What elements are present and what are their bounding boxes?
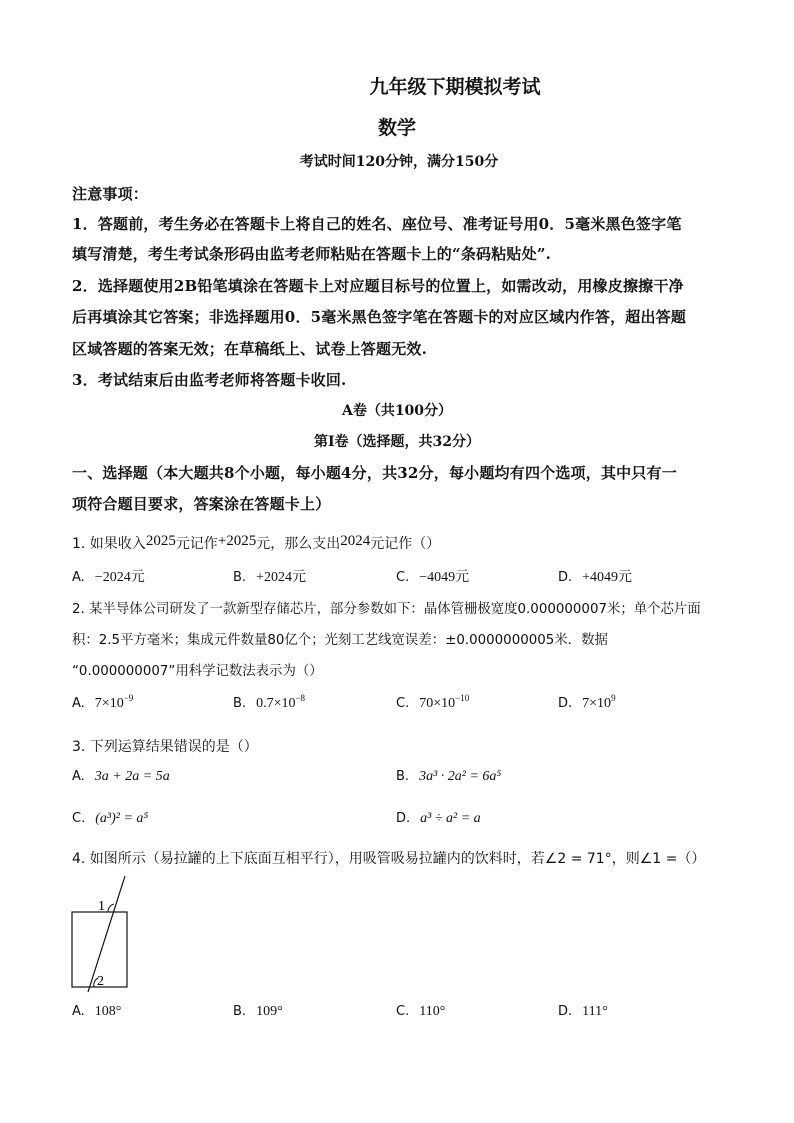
option-label: D. [558, 570, 573, 585]
option-label: D. [558, 1004, 573, 1019]
option-label: B. [233, 570, 247, 585]
option-text: 111° [582, 1004, 608, 1019]
can-straw-figure [68, 872, 148, 996]
question-2-line2: 积：2.5平方毫米；集成元件数量80亿个；光刻工艺线宽误差：±0.0000000005米．数据 [72, 633, 608, 648]
option-formula: 3a³ · 2a² = 6a⁵ [419, 769, 502, 784]
straw-line [88, 876, 125, 992]
option-label: A. [72, 570, 85, 585]
option-label: A. [72, 696, 85, 711]
notice-line: 填写清楚，考生考试条形码由监考老师粘贴在答题卡上的“条码粘贴处”. [72, 245, 552, 263]
angle-2-label: 2 [97, 974, 104, 989]
notice-line: 3．考试结束后由监考老师将答题卡收回. [72, 371, 347, 389]
q4-option-d[interactable] [558, 1004, 608, 1020]
q3-option-c[interactable] [72, 811, 148, 827]
option-label: C. [396, 696, 410, 711]
option-text: +2024元 [256, 570, 306, 585]
angle-1-arc [108, 904, 114, 912]
option-text: 108° [94, 1004, 122, 1019]
q1-number-income: 2025 [145, 533, 176, 549]
exam-title: 九年级下期模拟考试 [369, 76, 541, 98]
option-label: D. [558, 696, 573, 711]
section-heading-line1: 一、选择题（本大题共8个小题，每小题4分，共32分，每小题均有四个选项，其中只有一 [72, 464, 677, 482]
option-text: −4049元 [419, 570, 470, 585]
option-formula: a³ ÷ a² = a [420, 811, 481, 826]
part-heading: 第Ⅰ卷（选择题，共32分） [313, 434, 481, 450]
question-4-stem: 4. 如图所示（易拉罐的上下底面互相平行），用吸管吸易拉罐内的饮料时，若∠2 = 71°，则∠1 =（） [72, 851, 706, 867]
question-2-line3: “0.000000007”用科学记数法表示为（） [72, 664, 323, 679]
q3-option-d[interactable] [396, 811, 481, 827]
option-exponent: −9 [123, 693, 134, 703]
q2-option-b[interactable] [233, 693, 306, 712]
q1-text-mid2: 元，那么支出 [256, 536, 341, 552]
angle-1-label: 1 [98, 899, 105, 914]
q2-option-a[interactable] [72, 693, 134, 712]
section-heading-line2: 项符合题目要求，答案涂在答题卡上） [72, 495, 331, 513]
option-label: C. [396, 570, 410, 585]
notice-line: 后再填涂其它答案；非选择题用0．5毫米黑色签字笔在答题卡的对应区域内作答，超出答题 [72, 308, 687, 326]
q4-option-c[interactable] [396, 1004, 445, 1020]
question-3-stem: 3. 下列运算结果错误的是（） [72, 739, 258, 755]
q1-number-expense: 2024 [340, 533, 371, 549]
option-label: C. [396, 1004, 410, 1019]
q2-option-d[interactable] [558, 693, 616, 712]
option-base: 0.7×10 [256, 696, 296, 711]
notice-line: 1．答题前，考生务必在答题卡上将自己的姓名、座位号、准考证号用0．5毫米黑色签字笔 [72, 215, 682, 233]
q1-number-record: +2025 [217, 533, 257, 549]
option-exponent: −10 [455, 693, 470, 703]
q1-text-post: 元记作（） [370, 536, 441, 552]
option-exponent: 9 [611, 693, 616, 703]
option-label: A. [72, 769, 85, 784]
option-label: B. [233, 696, 247, 711]
question-1-stem [72, 533, 440, 553]
option-base: 7×10 [582, 696, 612, 711]
option-formula: 3a + 2a = 5a [94, 769, 170, 784]
volume-heading: A卷（共100分） [341, 403, 453, 419]
option-label: D. [396, 811, 411, 826]
q1-text-mid1: 元记作 [175, 536, 218, 552]
exam-time-note: 考试时间120分钟，满分150分 [299, 154, 499, 170]
q1-option-c[interactable] [396, 566, 469, 586]
option-formula: (a³)² = a⁵ [95, 811, 149, 826]
option-label: C. [72, 811, 86, 826]
q4-option-b[interactable] [233, 1004, 283, 1020]
q2-option-c[interactable] [396, 693, 470, 712]
q3-option-a[interactable] [72, 769, 170, 785]
q1-option-b[interactable] [233, 566, 306, 586]
option-label: B. [396, 769, 410, 784]
option-base: 70×10 [419, 696, 456, 711]
option-text: 109° [256, 1004, 283, 1019]
q1-option-d[interactable] [558, 566, 632, 586]
exam-subject: 数学 [377, 117, 416, 139]
option-text: −2024元 [94, 570, 145, 585]
option-label: B. [233, 1004, 247, 1019]
q3-option-b[interactable] [396, 769, 501, 785]
q1-option-a[interactable] [72, 566, 145, 586]
option-text: +4049元 [582, 570, 633, 585]
q4-option-a[interactable] [72, 1004, 121, 1020]
q1-text-pre: 1. 如果收入 [72, 536, 146, 552]
notice-line: 区域答题的答案无效；在草稿纸上、试卷上答题无效. [72, 340, 428, 358]
question-2-line1: 2. 某半导体公司研发了一款新型存储芯片，部分参数如下：晶体管栅极宽度0.000000007米；单个芯片面 [72, 602, 701, 617]
option-text: 110° [419, 1004, 446, 1019]
option-exponent: −8 [295, 693, 306, 703]
option-label: A. [72, 1004, 85, 1019]
notice-heading: 注意事项： [72, 185, 149, 203]
option-base: 7×10 [94, 696, 124, 711]
notice-line: 2．选择题使用2B铅笔填涂在答题卡上对应题目标号的位置上，如需改动，用橡皮擦擦干净 [72, 277, 684, 295]
